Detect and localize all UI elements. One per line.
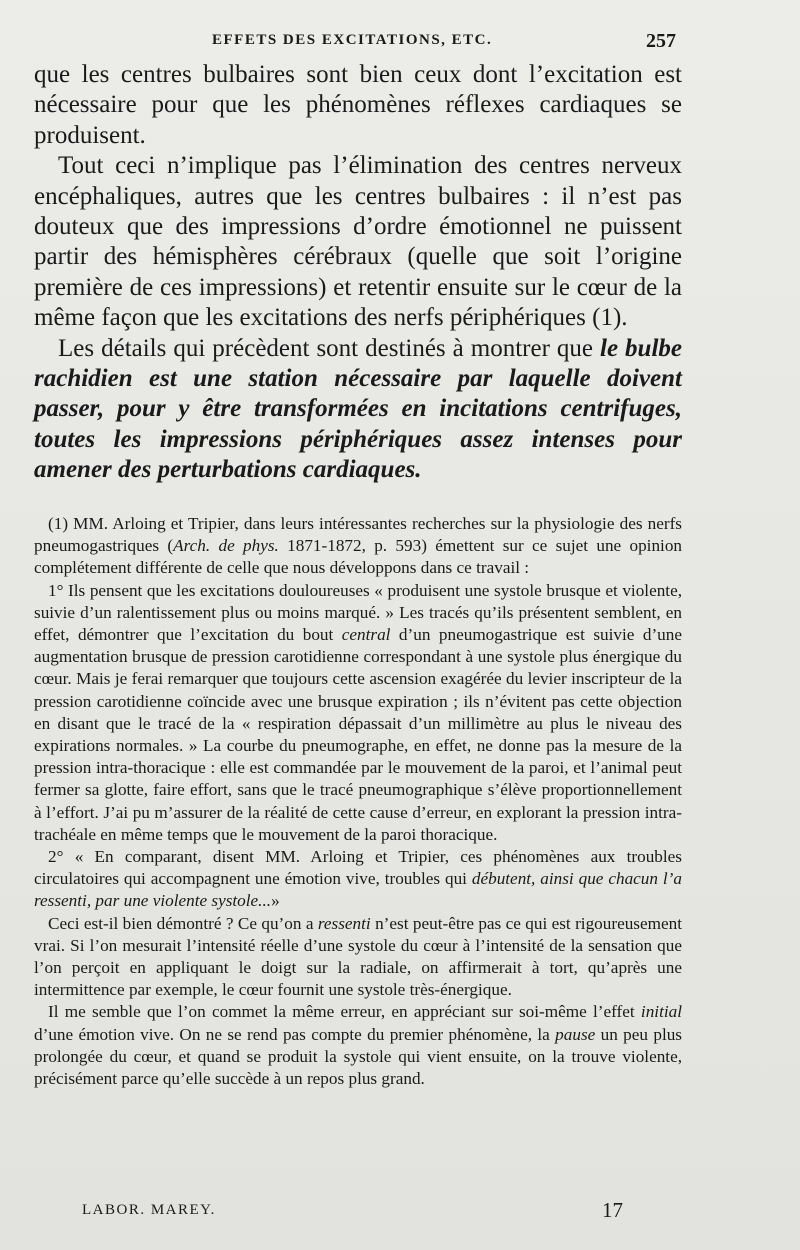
footnote-text: Il me semble que l’on commet la même erreur, en appréciant sur soi-même l’effet [48,1002,641,1022]
footnote-text: 2° « En comparant, disent MM. Arloing et Tripier, ces phénomènes aux troubles circulatoires qui accompagnent une émotion vive, troubles qui [34,847,682,889]
footnote-point-1 [34,580,682,846]
page-footer [0,1198,800,1224]
paragraph-continuation: que les centres bulbaires sont bien ceux dont l’excitation est nécessaire pour que les phénomènes réflexes cardiaques se produisent. [34,61,682,149]
paragraph-conclusion [34,334,682,486]
running-title: EFFETS DES EXCITATIONS, ETC. [212,32,493,48]
footnote-text: (1) MM. Arloing et Tripier, dans leurs intéressantes recherches sur la physiologie des nerfs pneumogastriques ( [34,514,682,556]
footnote-conclusion [34,1001,682,1090]
emphasis-ressenti: ressenti [317,913,371,933]
main-text [34,60,682,486]
page-number: 257 [646,30,676,52]
footnote-text: » [271,891,280,911]
footnote-point-2 [34,846,682,913]
footnote-text: n’est peut-être pas ce qui est rigoureusement vrai. Si l’on mesurait l’intensité réelle d’une systole du cœur à l’intensité de la sensation que l’on perçoit en appliquant le doigt sur la radiale, on affirmerait à tort, qu’après une intermittence par exemple, le cœur fournit une systole très-énergique. [34,913,682,1000]
running-head [0,30,800,54]
footnotes [34,513,682,1090]
emphasis-central: central [341,625,391,645]
emphasis-initial: initial [640,1002,682,1022]
conclusion-italic: le bulbe rachidien est une station nécessaire par laquelle doivent passer, pour y être transformées en incitations centrifuges, toutes les impressions périphériques assez intenses pour amener des perturbations cardiaques. [34,334,682,484]
footnote-text: 1871-1872, p. 593) émettent sur ce sujet une opinion complétement différente de celle que nous développons dans ce travail : [34,536,683,578]
emphasis-pause: pause [555,1024,596,1044]
journal-reference: Arch. de phys. [173,536,279,556]
sheet-number: 17 [602,1198,623,1222]
signature-mark: LABOR. MAREY. [82,1202,216,1218]
footnote-1 [34,513,682,580]
footnote-text: Ceci est-il bien démontré ? Ce qu’on a [48,913,318,933]
footnote-text: 1° Ils pensent que les excitations douloureuses « produisent une systole brusque et violente, suivie d’un ralentissement plus ou moins marqué. » Les tracés qu’ils présentent semblent, en effet, démontrer que l’excitation du bout [34,580,682,645]
footnote-rebuttal [34,913,682,1002]
quoted-italic: débutent, ainsi que chacun l’a ressenti, par une violente systole... [34,869,682,911]
footnote-text: d’un pneumogastrique est suivie d’une augmentation brusque de pression carotidienne correspondant à une systole plus énergique du cœur. Mais je ferai remarquer que toujours cette ascension exagérée du levier inscripteur de la pression carotidienne coïncide avec une brusque expiration ; ils n’évitent pas cette objection en disant que le tracé de la « respiration dépassait d’un millimètre au plus le niveau des expirations normales. » La courbe du pneumographe, en effet, ne donne pas la mesure de la pression intra-thoracique : elle est commandée par le mouvement de la paroi, et l’animal peut fermer sa glotte, faire effort, sans que le tracé pneumographique s’élève proportionnellement à l’effort. J’ai pu m’assurer de la réalité de cette cause d’erreur, en explorant la pression intra-trachéale en même temps que le mouvement de la paroi thoracique. [34,625,682,844]
conclusion-lead: Les détails qui précèdent sont destinés à montrer que [58,334,600,362]
paragraph-encephalic-centres: Tout ceci n’implique pas l’élimination des centres nerveux encéphaliques, autres que les centres bulbaires : il n’est pas douteux que des impressions d’ordre émotionnel ne puissent partir des hémisphères cérébraux (quelle que soit l’origine première de ces impressions) et retentir ensuite sur le cœur de la même façon que les excitations des nerfs périphériques (1). [34,152,682,332]
footnote-text: un peu plus prolongée du cœur, et quand se produit la systole qui vient ensuite, on la trouve violente, précisément parce qu’elle succède à un repos plus grand. [34,1024,682,1089]
footnote-text: d’une émotion vive. On ne se rend pas compte du premier phénomène, la [34,1024,556,1044]
